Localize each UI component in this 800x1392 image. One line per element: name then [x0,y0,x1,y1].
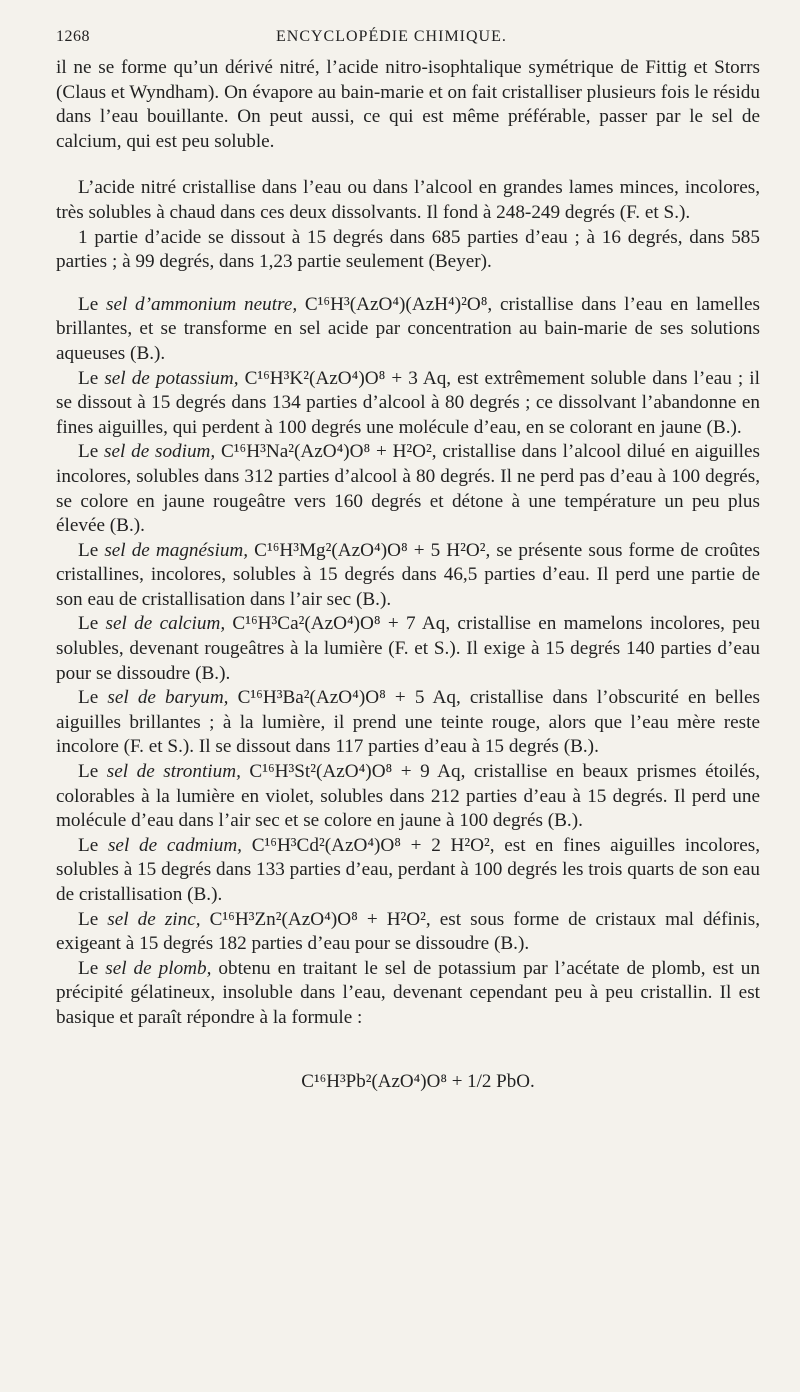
salt-name: sel de baryum, [107,687,229,709]
paragraph-salt [56,539,760,613]
paragraph-salt [56,957,760,1031]
paragraph-text: C¹⁶H³Mg²(AzO⁴)O⁸ + 5 H²O², se présente sous forme de croûtes cristallines, incolores, solubles à 15 degrés dans 46,5 parties d’eau. Il perd une partie de son eau de cristallisation dans l’air sec (B.). [56,539,761,610]
chemical-formula: C¹⁶H³Pb²(AzO⁴)O⁸ + 1/2 PbO. [301,1070,535,1092]
lead-text: Le [78,441,105,463]
paragraph [56,226,760,275]
paragraph-salt [56,686,760,760]
paragraph [56,56,760,154]
paragraph-text: il ne se forme qu’un dérivé nitré, l’acide nitro-isophtalique symétrique de Fittig et Storrs (Claus et Wyndham). On évapore au bain-marie et on fait cristalliser plusieurs fois le résidu dans l’eau bouillante. On peut aussi, ce qui est même préférable, passer par le sel de calcium, qui est peu soluble. [56,57,760,152]
lead-text: Le [78,613,106,635]
salt-name: sel de magnésium, [104,539,249,561]
running-title: ENCYCLOPÉDIE CHIMIQUE. [276,28,507,45]
lead-text: Le [78,908,108,930]
salt-name: sel de cadmium, [107,834,242,856]
lead-text: Le [78,761,107,783]
salt-name: sel d’ammonium neutre, [105,293,298,315]
paragraph-salt [56,440,760,538]
salt-name: sel de calcium, [105,613,226,635]
paragraph [56,176,760,225]
salt-name: sel de potassium, [104,367,239,389]
paragraph-text: C¹⁶H³Ca²(AzO⁴)O⁸ + 7 Aq, cristallise en mamelons incolores, peu solubles, devenant rougeâtres à la lumière (F. et S.). Il exige à 15 degrés 140 parties d’eau pour se dissoudre (B.). [56,613,760,684]
salt-name: sel de strontium, [106,761,241,783]
page-header [56,28,760,46]
paragraph-text: C¹⁶H³St²(AzO⁴)O⁸ + 9 Aq, cristallise en beaux prismes étoilés, colorables à la lumière en violet, solubles dans 212 parties d’eau à 15 degrés. Il perd une molécule d’eau dans l’air sec et se colore en jaune à 100 degrés (B.). [56,761,760,832]
paragraph-salt [56,367,760,441]
paragraph-salt [56,612,760,686]
lead-text: Le [78,687,108,709]
paragraph-salt [56,293,760,367]
paragraph-salt [56,760,760,834]
paragraph-text: C¹⁶H³(AzO⁴)(AzH⁴)²O⁸, cristallise dans l’eau en lamelles brillantes, et se transforme en sel acide par concentration au bain-marie de ses solutions aqueuses (B.). [56,293,760,364]
salt-name: sel de zinc, [107,908,201,930]
lead-text: Le [78,957,106,979]
lead-text: Le [78,539,105,561]
paragraph-text: C¹⁶H³Na²(AzO⁴)O⁸ + H²O², cristallise dans l’alcool dilué en aiguilles incolores, solubles dans 312 parties d’alcool à 80 degrés. Il ne perd pas d’eau à 100 degrés, se colore en jaune rougeâtre vers 160 degrés et détone à une température un peu plus élevée (B.). [56,441,760,537]
lead-text: Le [78,834,108,856]
lead-text: Le [78,293,106,315]
salt-name: sel de plomb, [105,957,212,979]
paragraph-text: C¹⁶H³Ba²(AzO⁴)O⁸ + 5 Aq, cristallise dans l’obscurité en belles aiguilles brillantes ; à la lumière, il prend une teinte rouge, alors que l’eau mère reste incolore (F. et S.). Il se dissout dans 117 parties d’eau à 15 degrés (B.). [56,687,760,758]
lead-text: Le [78,367,105,389]
salt-name: sel de sodium, [104,441,216,463]
paragraph-text: obtenu en traitant le sel de potassium par l’acétate de plomb, est un précipité gélatineux, insoluble dans l’eau, devenant cependant peu à peu cristallin. Il est basique et paraît répondre à la formule : [56,957,760,1028]
paragraph-salt [56,834,760,908]
page-number: 1268 [56,28,90,45]
paragraph-text: 1 partie d’acide se dissout à 15 degrés dans 685 parties d’eau ; à 16 degrés, dans 585 parties ; à 99 degrés, dans 1,23 partie seulement (Beyer). [56,226,760,273]
paragraph-text: C¹⁶H³Cd²(AzO⁴)O⁸ + 2 H²O², est en fines aiguilles incolores, solubles à 15 degrés dans 133 parties d’eau, perdant à 100 degrés les trois quarts de son eau de cristallisation (B.). [56,834,760,905]
paragraph-text: L’acide nitré cristallise dans l’eau ou dans l’alcool en grandes lames minces, incolores, très solubles à chaud dans ces deux dissolvants. Il fond à 248-249 degrés (F. et S.). [56,177,760,223]
paragraph-text: C¹⁶H³Zn²(AzO⁴)O⁸ + H²O², est sous forme de cristaux mal définis, exigeant à 15 degrés 182 parties d’eau pour se dissoudre (B.). [56,908,760,955]
paragraph-salt [56,908,760,957]
paragraph-text: C¹⁶H³K²(AzO⁴)O⁸ + 3 Aq, est extrêmement soluble dans l’eau ; il se dissout à 15 degrés dans 134 parties d’alcool à 80 degrés ; ce dissolvant l’abandonne en fines aiguilles, qui perdent à 100 degrés une molécule d’eau, en se colorant en jaune (B.). [56,367,760,438]
